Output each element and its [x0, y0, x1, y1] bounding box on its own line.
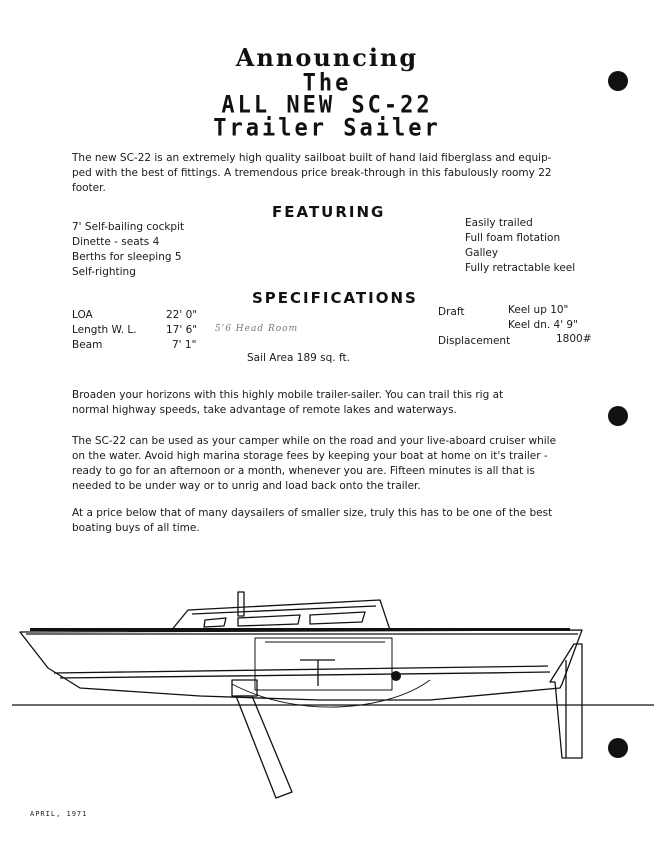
features-left-list — [72, 220, 184, 280]
footer-date: APRIL, 1971 — [30, 810, 88, 818]
paragraph-line: The SC-22 can be used as your camper while on the road and your live-aboard cruiser while — [72, 435, 557, 447]
boot-stripe — [60, 672, 550, 678]
paragraph-line: on the water. Avoid high marina storage fees by keeping your boat at home on it's trailer - — [72, 450, 548, 462]
spec-lwl-label: Length W. L. — [72, 324, 137, 336]
intro-line: The new SC-22 is an extremely high quality sailboat built of hand laid fiberglass and equip- — [72, 152, 552, 164]
feature-item: 7' Self-bailing cockpit — [72, 221, 185, 233]
spec-beam-value: 7' 1" — [172, 339, 197, 351]
intro-paragraph — [72, 151, 602, 196]
specifications-heading: SPECIFICATIONS — [252, 289, 418, 307]
boot-stripe — [54, 666, 548, 673]
paragraph-line: At a price below that of many daysailers of smaller size, truly this has to be one of the best — [72, 507, 553, 519]
spec-loa-value: 22' 0" — [166, 309, 198, 321]
paragraph-line: boating buys of all time. — [72, 522, 200, 534]
keel-winch — [391, 671, 401, 681]
headline-the: The — [302, 69, 352, 98]
spec-beam-label: Beam — [72, 339, 103, 351]
paragraph-line: ready to go for an afternoon or a month, whenever you are. Fifteen minutes is all that is — [72, 465, 535, 477]
window — [238, 615, 300, 626]
feature-item: Easily trailed — [465, 217, 533, 229]
spec-draft-label: Draft — [438, 306, 465, 318]
keel-arc — [232, 680, 430, 707]
intro-line: ped with the best of fittings. A tremendous price break-through in this fabulously roomy 22 — [72, 167, 552, 179]
handwritten-note: 5'6 Head Room — [215, 324, 299, 334]
spec-displacement-value: 1800# — [556, 333, 592, 345]
feature-item: Dinette - seats 4 — [72, 236, 160, 248]
feature-item: Fully retractable keel — [465, 262, 576, 274]
feature-item: Self-righting — [72, 266, 136, 278]
window — [310, 612, 365, 624]
headline-model: ALL NEW SC-22 — [221, 91, 433, 120]
paragraph-camper — [72, 434, 602, 494]
feature-item: Galley — [465, 247, 499, 259]
paragraph-horizons — [72, 388, 602, 418]
paragraph-line: needed to be under way or to unrig and load back onto the trailer. — [72, 480, 421, 492]
interior-cutaway — [255, 638, 392, 690]
punch-hole-middle — [608, 406, 628, 426]
paragraph-line: Broaden your horizons with this highly mobile trailer-sailer. You can trail this rig at — [72, 389, 504, 401]
intro-line: footer. — [72, 182, 106, 194]
spec-keel-down: Keel dn. 4' 9" — [508, 319, 578, 331]
headline-announcing: Announcing — [235, 43, 419, 72]
spec-keel-up: Keel up 10" — [508, 304, 569, 316]
headline-trailer-sailer: Trailer Sailer — [213, 114, 441, 143]
deck-edge — [30, 628, 570, 631]
feature-item: Berths for sleeping 5 — [72, 251, 182, 263]
boat-profile-drawing — [0, 580, 654, 810]
swing-keel — [236, 696, 292, 798]
porthole — [204, 618, 226, 627]
featuring-heading: FEATURING — [272, 203, 386, 221]
spec-loa-label: LOA — [72, 309, 93, 321]
paragraph-line: normal highway speeds, take advantage of remote lakes and waterways. — [72, 404, 457, 416]
spec-displacement-label: Displacement — [438, 335, 511, 347]
paragraph-price — [72, 506, 602, 536]
feature-item: Full foam flotation — [465, 232, 561, 244]
spec-lwl-value: 17' 6" — [166, 324, 198, 336]
features-right-list — [465, 216, 575, 276]
spec-sail-area: Sail Area 189 sq. ft. — [247, 352, 350, 364]
